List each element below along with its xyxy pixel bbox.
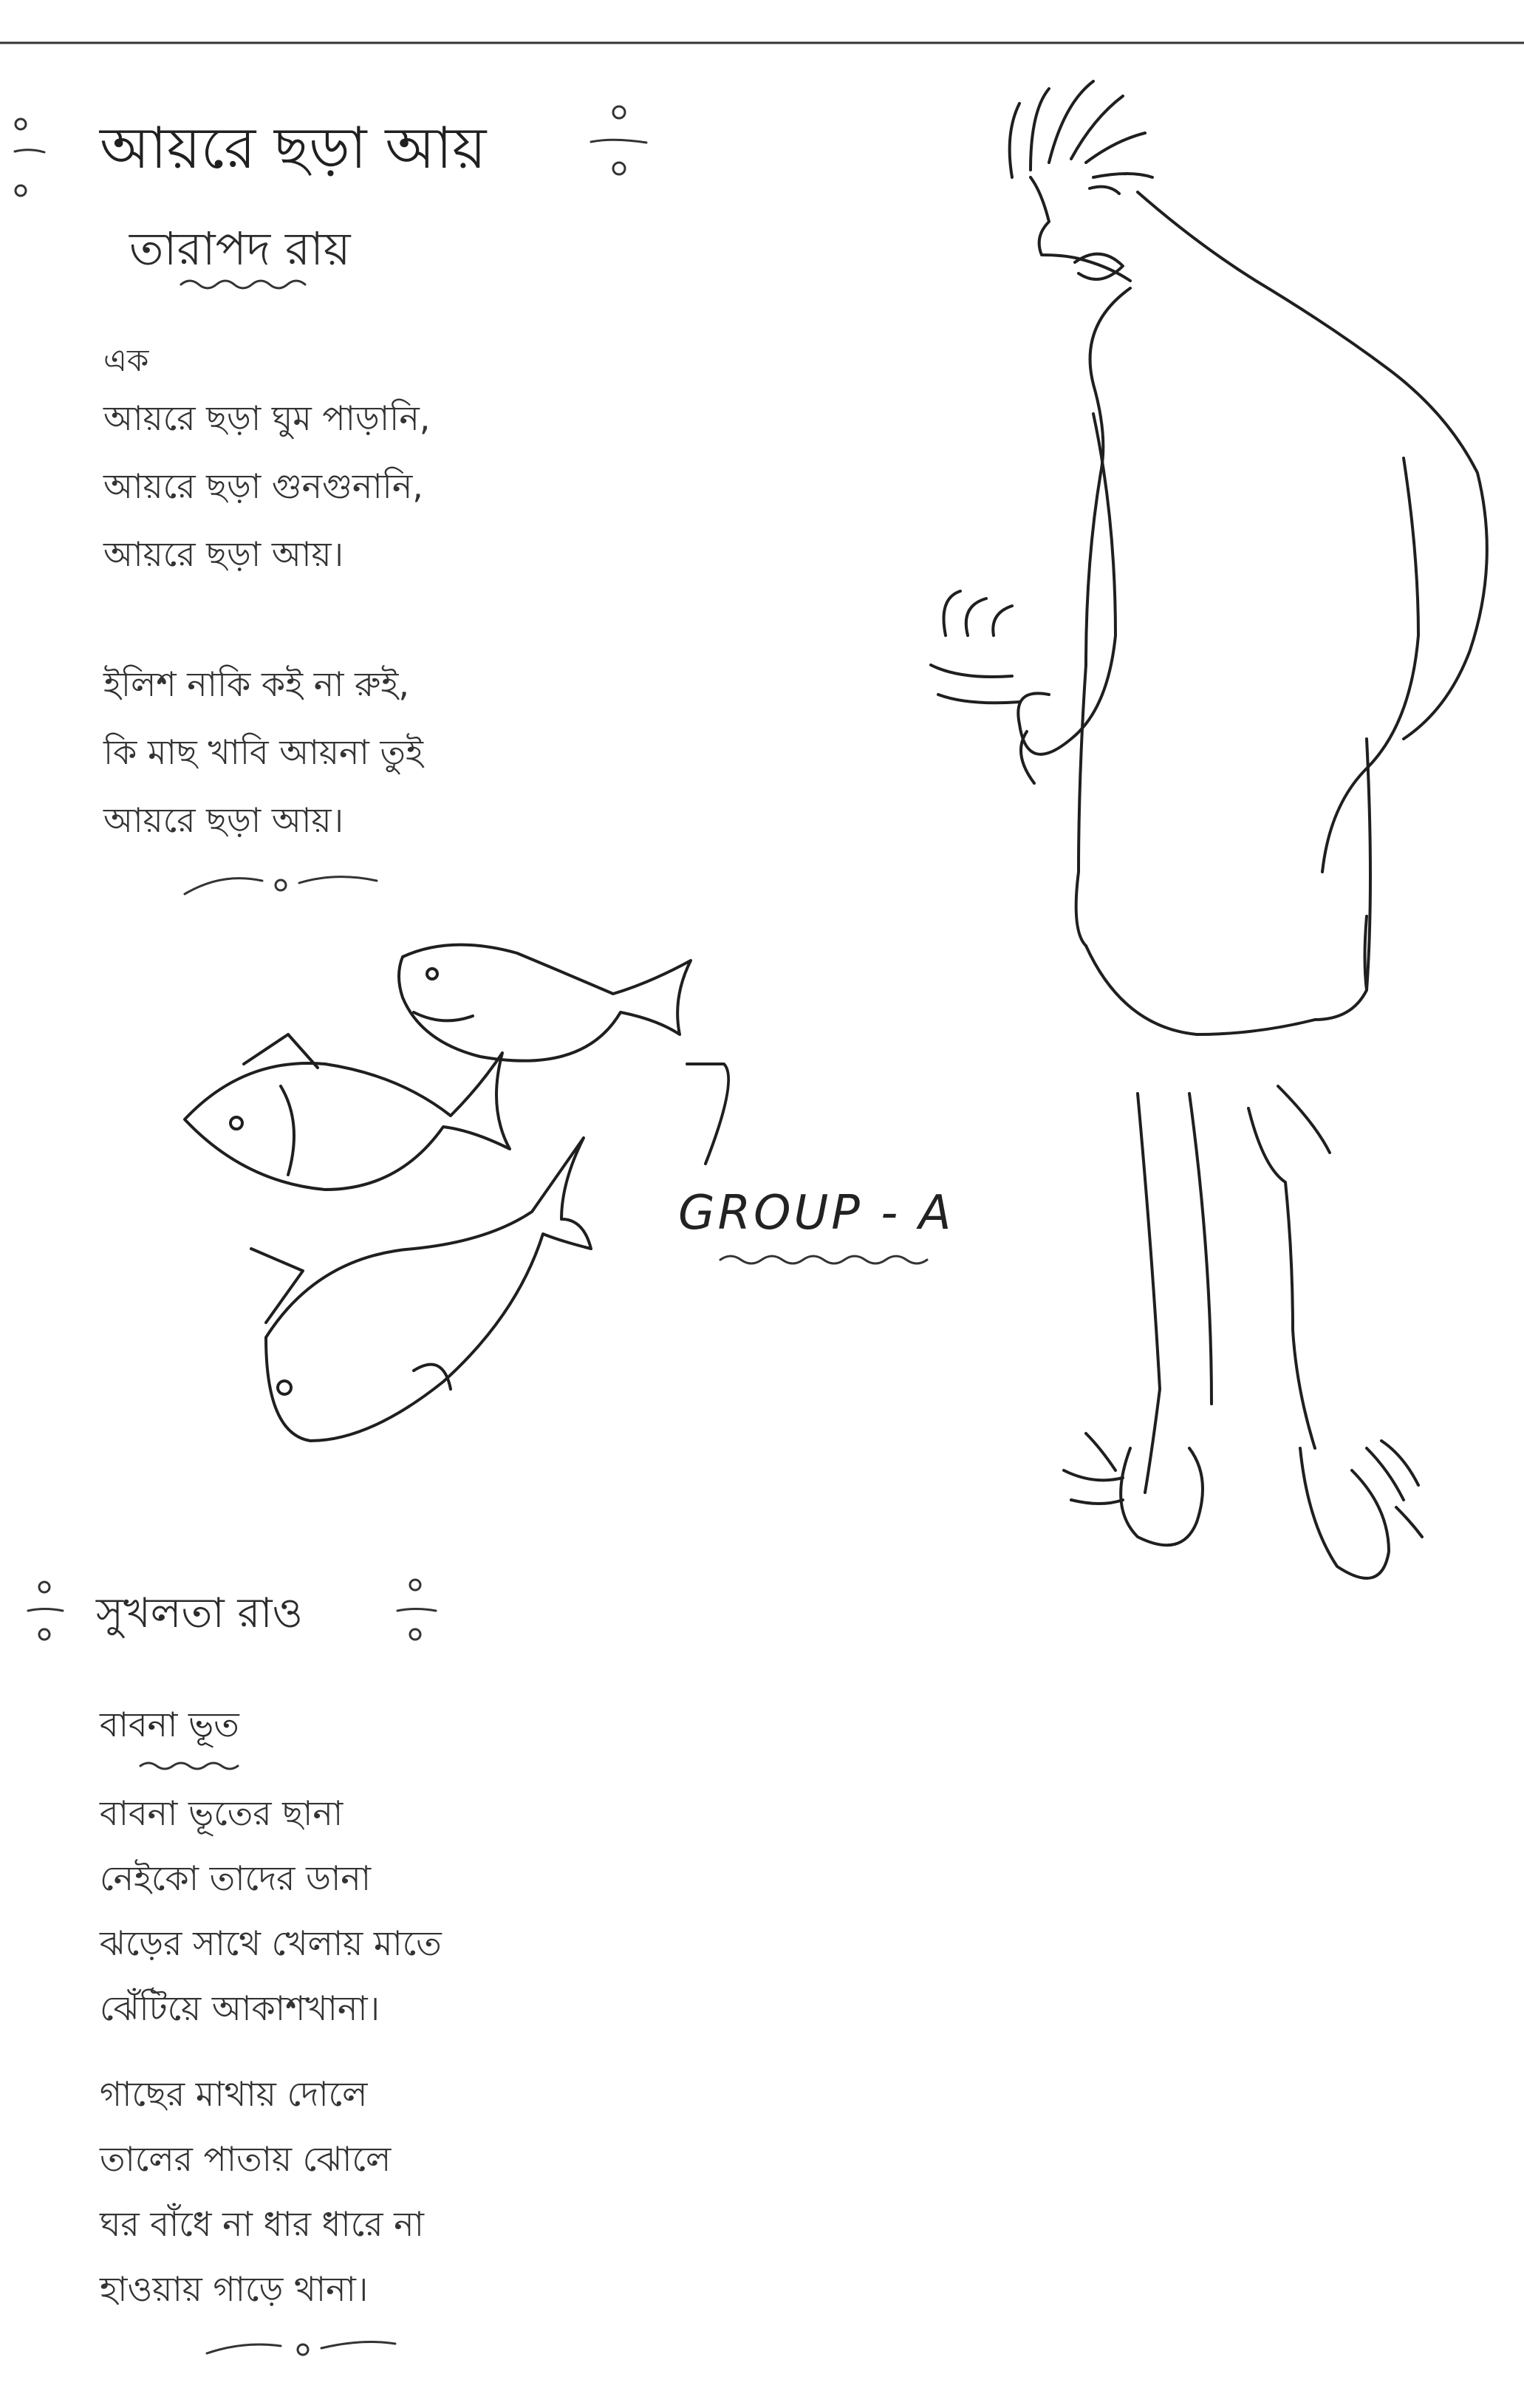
group-label: GROUP - A bbox=[678, 1186, 954, 1241]
poem-line: হাওয়ায় গাড়ে থানা। bbox=[100, 2269, 369, 2309]
poem-line: নেইকো তাদের ডানা bbox=[100, 1858, 372, 1898]
poem1-stanza2 bbox=[103, 650, 423, 854]
poem2-title-underline-icon bbox=[140, 1763, 238, 1769]
poem-line: ঝেঁটিয়ে আকাশখানা। bbox=[100, 1988, 380, 2028]
poem-line: আয়রে ছড়া আয়। bbox=[103, 800, 344, 840]
poem1-section-label: এক bbox=[103, 342, 149, 378]
poem2-stanza2 bbox=[100, 2061, 424, 2322]
poem1-end-ornament-icon bbox=[185, 877, 377, 894]
standing-man-sketch-icon bbox=[931, 81, 1487, 1578]
group-underline-icon bbox=[720, 1256, 927, 1263]
poem2-title: বাবনা ভূত bbox=[100, 1705, 239, 1744]
poem-line: গাছের মাথায় দোলে bbox=[100, 2074, 368, 2114]
side-ornament-icon bbox=[15, 119, 44, 196]
poem2-author-right-ornament-icon bbox=[397, 1580, 436, 1640]
poem-line: ঘর বাঁধে না ধার ধারে না bbox=[100, 2204, 424, 2244]
poem1-stanza1 bbox=[103, 384, 430, 588]
poem-line: আয়রে ছড়া গুনগুনানি, bbox=[103, 466, 423, 506]
poem2-author-left-ornament-icon bbox=[28, 1582, 63, 1640]
poem-line: কি মাছ খাবি আয়না তুই bbox=[103, 732, 423, 772]
poem2-end-ornament-icon bbox=[207, 2342, 395, 2355]
poem-line: তালের পাতায় ঝোলে bbox=[100, 2139, 392, 2179]
poem-line: বাবনা ভূতের ছানা bbox=[100, 1793, 344, 1833]
poem-line: আয়রে ছড়া ঘুম পাড়ানি, bbox=[103, 398, 431, 438]
title-divider-icon bbox=[591, 106, 646, 174]
poem-line: আয়রে ছড়া আয়। bbox=[103, 534, 344, 574]
poem1-title: আয়রে ছড়া আয় bbox=[100, 115, 487, 182]
poem2-stanza1 bbox=[100, 1781, 442, 2041]
poem-line: ইলিশ নাকি কই না রুই, bbox=[103, 664, 409, 704]
poem2-author: সুখলতা রাও bbox=[96, 1589, 303, 1637]
fish-sketch-icon bbox=[185, 945, 728, 1441]
poem-line: ঝড়ের সাথে খেলায় মাতে bbox=[100, 1923, 442, 1963]
poem1-author: তারাপদ রায় bbox=[129, 222, 351, 276]
